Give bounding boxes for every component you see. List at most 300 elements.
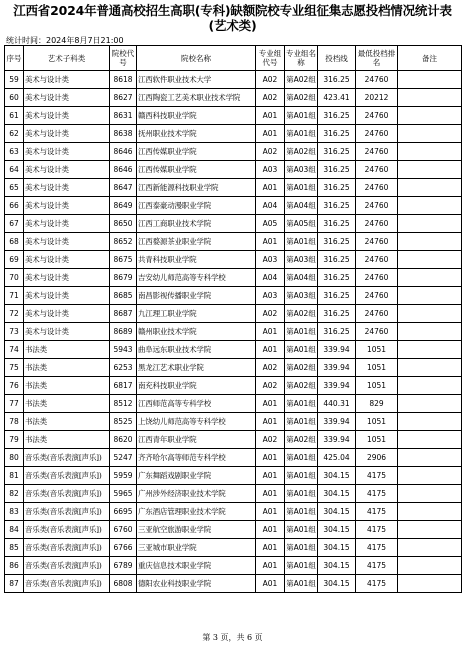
cell-school-name: 共青科技职业学院 [137,251,256,269]
cell-school-name: 江西传媒职业学院 [137,143,256,161]
cell-school-name: 九江理工职业学院 [137,305,256,323]
table-row [5,251,462,269]
cell-group-name: 第A02组 [285,143,318,161]
cell-seq: 63 [5,143,24,161]
cell-group: A02 [256,143,285,161]
cell-school-name: 德阳农业科技职业学院 [137,575,256,593]
header-rank: 最低投档排名 [356,46,398,71]
table-row [5,89,462,107]
cell-score: 316.25 [318,305,356,323]
cell-rank: 1051 [356,341,398,359]
cell-seq: 86 [5,557,24,575]
cell-rank: 1051 [356,359,398,377]
cell-category: 音乐类(音乐表演[声乐]) [24,503,110,521]
cell-school-code: 6253 [110,359,137,377]
cell-remark [398,485,462,503]
cell-school-code: 8631 [110,107,137,125]
cell-group-name: 第A02组 [285,305,318,323]
cell-rank: 24760 [356,71,398,89]
cell-group: A01 [256,125,285,143]
cell-remark [398,323,462,341]
cell-school-code: 8618 [110,71,137,89]
header-seq: 序号 [5,46,24,71]
cell-seq: 59 [5,71,24,89]
cell-school-name: 吉安幼儿师范高等专科学校 [137,269,256,287]
cell-group: A01 [256,395,285,413]
cell-group: A03 [256,161,285,179]
cell-school-code: 6760 [110,521,137,539]
cell-school-name: 三亚城市职业学院 [137,539,256,557]
cell-group: A04 [256,197,285,215]
cell-category: 音乐类(音乐表演[声乐]) [24,557,110,575]
cell-group: A02 [256,377,285,395]
table-row [5,557,462,575]
table-row [5,233,462,251]
cell-rank: 24760 [356,107,398,125]
cell-seq: 85 [5,539,24,557]
cell-group-name: 第A01组 [285,521,318,539]
cell-group-name: 第A01组 [285,503,318,521]
cell-category: 美术与设计类 [24,71,110,89]
cell-school-code: 8675 [110,251,137,269]
cell-school-code: 5943 [110,341,137,359]
cell-school-code: 8525 [110,413,137,431]
cell-rank: 24760 [356,125,398,143]
table-row [5,161,462,179]
cell-seq: 82 [5,485,24,503]
cell-score: 304.15 [318,467,356,485]
cell-category: 音乐类(音乐表演[声乐]) [24,485,110,503]
cell-category: 美术与设计类 [24,125,110,143]
cell-rank: 1051 [356,431,398,449]
cell-group-name: 第A03组 [285,287,318,305]
cell-score: 304.15 [318,557,356,575]
cell-category: 美术与设计类 [24,197,110,215]
cell-school-code: 8627 [110,89,137,107]
cell-category: 美术与设计类 [24,323,110,341]
cell-school-name: 三亚航空旅游职业学院 [137,521,256,539]
cell-group: A05 [256,215,285,233]
cell-remark [398,359,462,377]
cell-score: 304.15 [318,521,356,539]
cell-group-name: 第A03组 [285,161,318,179]
cell-seq: 66 [5,197,24,215]
table-row [5,467,462,485]
cell-seq: 60 [5,89,24,107]
cell-remark [398,467,462,485]
cell-group-name: 第A01组 [285,449,318,467]
cell-remark [398,575,462,593]
cell-rank: 4175 [356,521,398,539]
cell-rank: 4175 [356,485,398,503]
cell-group-name: 第A01组 [285,341,318,359]
cell-score: 304.15 [318,575,356,593]
table-row [5,395,462,413]
admission-table [4,45,462,593]
header-group: 专业组代号 [256,46,285,71]
cell-school-name: 赣州职业技术学院 [137,323,256,341]
title-line-2: (艺术类) [208,18,257,33]
table-row [5,107,462,125]
cell-school-name: 赣西科技职业学院 [137,107,256,125]
table-row [5,449,462,467]
cell-rank: 2906 [356,449,398,467]
cell-category: 音乐类(音乐表演[声乐]) [24,467,110,485]
cell-group: A01 [256,485,285,503]
cell-score: 304.15 [318,503,356,521]
cell-school-code: 8689 [110,323,137,341]
cell-score: 316.25 [318,323,356,341]
cell-group: A03 [256,287,285,305]
cell-school-name: 广州涉外经济职业技术学院 [137,485,256,503]
cell-group: A01 [256,107,285,125]
table-row [5,305,462,323]
cell-rank: 1051 [356,377,398,395]
cell-rank: 24760 [356,197,398,215]
cell-group-name: 第A04组 [285,269,318,287]
cell-rank: 829 [356,395,398,413]
cell-category: 美术与设计类 [24,143,110,161]
cell-school-code: 6695 [110,503,137,521]
cell-seq: 73 [5,323,24,341]
cell-school-name: 南充科技职业学院 [137,377,256,395]
cell-seq: 69 [5,251,24,269]
cell-group: A02 [256,431,285,449]
cell-remark [398,269,462,287]
cell-school-code: 5959 [110,467,137,485]
cell-category: 美术与设计类 [24,161,110,179]
cell-remark [398,557,462,575]
cell-school-name: 江西传媒职业学院 [137,161,256,179]
cell-score: 316.25 [318,233,356,251]
cell-category: 美术与设计类 [24,107,110,125]
cell-category: 书法类 [24,431,110,449]
table-row [5,539,462,557]
cell-seq: 80 [5,449,24,467]
cell-group-name: 第A01组 [285,395,318,413]
cell-score: 316.25 [318,71,356,89]
table-header-row [5,46,462,71]
cell-score: 316.25 [318,107,356,125]
cell-category: 书法类 [24,395,110,413]
table-row [5,215,462,233]
cell-remark [398,233,462,251]
cell-seq: 83 [5,503,24,521]
cell-remark [398,251,462,269]
table-row [5,413,462,431]
table-row [5,287,462,305]
cell-rank: 24760 [356,161,398,179]
cell-category: 书法类 [24,341,110,359]
cell-group-name: 第A01组 [285,107,318,125]
table-row [5,431,462,449]
cell-score: 339.94 [318,413,356,431]
cell-school-code: 8652 [110,233,137,251]
cell-school-code: 8650 [110,215,137,233]
cell-seq: 87 [5,575,24,593]
table-row [5,503,462,521]
document-title [0,3,465,33]
cell-category: 音乐类(音乐表演[声乐]) [24,539,110,557]
cell-school-name: 江西软件职业技术大学 [137,71,256,89]
cell-seq: 64 [5,161,24,179]
cell-group: A02 [256,305,285,323]
cell-remark [398,539,462,557]
cell-group: A01 [256,467,285,485]
cell-school-name: 南昌影视传播职业学院 [137,287,256,305]
cell-school-name: 江西婺源茶业职业学院 [137,233,256,251]
table-row [5,359,462,377]
cell-category: 书法类 [24,359,110,377]
cell-score: 316.25 [318,143,356,161]
cell-group: A01 [256,449,285,467]
cell-school-code: 8685 [110,287,137,305]
table-body [5,71,462,593]
cell-rank: 24760 [356,287,398,305]
header-school-name: 院校名称 [137,46,256,71]
header-remark: 备注 [398,46,462,71]
cell-remark [398,287,462,305]
cell-score: 316.25 [318,161,356,179]
cell-group-name: 第A02组 [285,71,318,89]
cell-remark [398,305,462,323]
cell-score: 339.94 [318,377,356,395]
cell-remark [398,521,462,539]
cell-group: A01 [256,323,285,341]
table-row [5,575,462,593]
cell-rank: 4175 [356,575,398,593]
cell-group: A01 [256,521,285,539]
cell-group-name: 第A03组 [285,251,318,269]
cell-score: 304.15 [318,485,356,503]
cell-category: 美术与设计类 [24,287,110,305]
cell-group-name: 第A01组 [285,125,318,143]
cell-seq: 76 [5,377,24,395]
cell-school-name: 黑龙江艺术职业学院 [137,359,256,377]
cell-school-name: 江西师范高等专科学校 [137,395,256,413]
cell-group-name: 第A01组 [285,233,318,251]
cell-remark [398,503,462,521]
cell-remark [398,197,462,215]
cell-school-name: 广东舞蹈戏剧职业学院 [137,467,256,485]
cell-school-name: 广东酒店管理职业技术学院 [137,503,256,521]
cell-school-name: 齐齐哈尔高等师范专科学校 [137,449,256,467]
cell-score: 423.41 [318,89,356,107]
cell-category: 音乐类(音乐表演[声乐]) [24,521,110,539]
cell-group-name: 第A02组 [285,89,318,107]
cell-school-name: 江西新能源科技职业学院 [137,179,256,197]
cell-seq: 68 [5,233,24,251]
cell-group: A01 [256,341,285,359]
cell-group-name: 第A01组 [285,179,318,197]
cell-group: A01 [256,575,285,593]
table-row [5,323,462,341]
cell-remark [398,89,462,107]
cell-group: A01 [256,557,285,575]
cell-seq: 74 [5,341,24,359]
cell-category: 美术与设计类 [24,215,110,233]
cell-group: A01 [256,413,285,431]
cell-seq: 77 [5,395,24,413]
cell-seq: 79 [5,431,24,449]
cell-remark [398,413,462,431]
cell-category: 美术与设计类 [24,233,110,251]
cell-school-code: 6817 [110,377,137,395]
statistics-time: 统计时间：2024年8月7日21:00 [6,36,124,45]
cell-school-code: 5965 [110,485,137,503]
cell-category: 美术与设计类 [24,251,110,269]
cell-seq: 81 [5,467,24,485]
cell-seq: 75 [5,359,24,377]
cell-category: 音乐类(音乐表演[声乐]) [24,575,110,593]
cell-school-code: 8687 [110,305,137,323]
cell-remark [398,107,462,125]
cell-score: 316.25 [318,215,356,233]
cell-remark [398,143,462,161]
cell-group-name: 第A01组 [285,323,318,341]
cell-rank: 4175 [356,557,398,575]
cell-group: A01 [256,233,285,251]
cell-rank: 24760 [356,143,398,161]
cell-rank: 4175 [356,539,398,557]
cell-category: 书法类 [24,377,110,395]
cell-seq: 84 [5,521,24,539]
title-line-1: 江西省2024年普通高校招生高职(专科)缺额院校专业组征集志愿投档情况统计表 [13,3,452,18]
cell-rank: 24760 [356,233,398,251]
table-row [5,341,462,359]
cell-rank: 24760 [356,323,398,341]
header-school-code: 院校代号 [110,46,137,71]
table-row [5,485,462,503]
table-row [5,143,462,161]
cell-group-name: 第A01组 [285,539,318,557]
cell-rank: 24760 [356,305,398,323]
cell-group: A02 [256,71,285,89]
cell-school-name: 上饶幼儿师范高等专科学校 [137,413,256,431]
table-row [5,125,462,143]
cell-school-code: 8512 [110,395,137,413]
cell-category: 美术与设计类 [24,269,110,287]
cell-group-name: 第A01组 [285,557,318,575]
cell-remark [398,431,462,449]
cell-rank: 24760 [356,251,398,269]
cell-group-name: 第A02组 [285,431,318,449]
cell-school-code: 8620 [110,431,137,449]
cell-group-name: 第A01组 [285,413,318,431]
cell-group-name: 第A01组 [285,575,318,593]
cell-category: 音乐类(音乐表演[声乐]) [24,449,110,467]
cell-seq: 61 [5,107,24,125]
cell-category: 书法类 [24,413,110,431]
cell-group: A04 [256,269,285,287]
cell-category: 美术与设计类 [24,305,110,323]
cell-group-name: 第A02组 [285,359,318,377]
cell-score: 339.94 [318,359,356,377]
cell-school-code: 5247 [110,449,137,467]
cell-group: A02 [256,89,285,107]
cell-score: 339.94 [318,431,356,449]
table-row [5,71,462,89]
cell-remark [398,179,462,197]
cell-category: 美术与设计类 [24,179,110,197]
table-row [5,377,462,395]
cell-school-code: 8649 [110,197,137,215]
cell-remark [398,71,462,89]
cell-rank: 24760 [356,179,398,197]
cell-seq: 67 [5,215,24,233]
cell-school-code: 6789 [110,557,137,575]
cell-rank: 20212 [356,89,398,107]
cell-seq: 71 [5,287,24,305]
cell-school-name: 抚州职业技术学院 [137,125,256,143]
cell-remark [398,215,462,233]
cell-group: A01 [256,539,285,557]
header-category: 艺术子科类 [24,46,110,71]
cell-group: A02 [256,359,285,377]
cell-seq: 78 [5,413,24,431]
cell-remark [398,449,462,467]
cell-score: 316.25 [318,197,356,215]
cell-score: 316.25 [318,125,356,143]
table-row [5,269,462,287]
cell-score: 425.04 [318,449,356,467]
cell-score: 316.25 [318,287,356,305]
cell-school-code: 8638 [110,125,137,143]
header-group-name: 专业组名称 [285,46,318,71]
cell-group-name: 第A01组 [285,467,318,485]
cell-score: 304.15 [318,539,356,557]
cell-school-name: 曲阜远东职业技术学院 [137,341,256,359]
cell-category: 美术与设计类 [24,89,110,107]
cell-rank: 24760 [356,215,398,233]
table-row [5,179,462,197]
cell-remark [398,395,462,413]
cell-rank: 4175 [356,503,398,521]
cell-school-code: 8646 [110,143,137,161]
cell-score: 316.25 [318,251,356,269]
cell-school-code: 6808 [110,575,137,593]
header-score: 投档线 [318,46,356,71]
cell-score: 316.25 [318,269,356,287]
cell-remark [398,341,462,359]
cell-group-name: 第A04组 [285,197,318,215]
cell-school-name: 重庆信息技术职业学院 [137,557,256,575]
page-footer: 第 3 页，共 6 页 [202,633,263,642]
cell-school-name: 江西陶瓷工艺美术职业技术学院 [137,89,256,107]
cell-rank: 1051 [356,413,398,431]
cell-score: 339.94 [318,341,356,359]
table-row [5,521,462,539]
cell-group: A01 [256,179,285,197]
cell-school-name: 江西青年职业学院 [137,431,256,449]
cell-remark [398,161,462,179]
cell-school-code: 8646 [110,161,137,179]
cell-rank: 24760 [356,269,398,287]
cell-seq: 72 [5,305,24,323]
cell-school-name: 江西工商职业技术学院 [137,215,256,233]
cell-seq: 62 [5,125,24,143]
cell-school-code: 8679 [110,269,137,287]
cell-seq: 65 [5,179,24,197]
cell-group-name: 第A01组 [285,485,318,503]
cell-score: 440.31 [318,395,356,413]
cell-group-name: 第A02组 [285,377,318,395]
cell-school-name: 江西泰豪动漫职业学院 [137,197,256,215]
cell-school-code: 6766 [110,539,137,557]
cell-school-code: 8647 [110,179,137,197]
cell-seq: 70 [5,269,24,287]
table-row [5,197,462,215]
